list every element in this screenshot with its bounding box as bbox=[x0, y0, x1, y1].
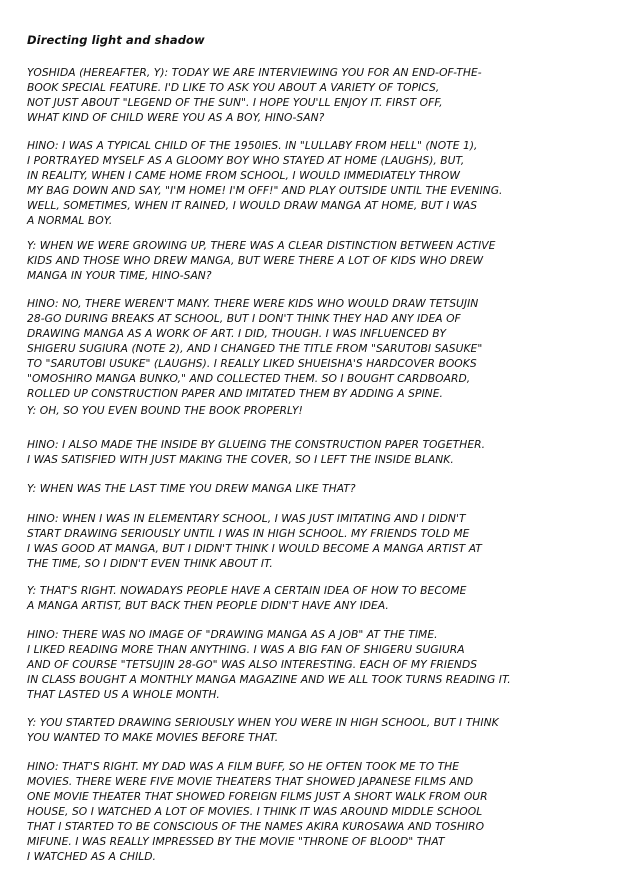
text-line: KIDS AND THOSE WHO DREW MANGA, BUT WERE THERE A LOT OF KIDS WHO DREW bbox=[27, 254, 484, 267]
text-line: MANGA IN YOUR TIME, HINO-SAN? bbox=[27, 269, 212, 282]
interview-paragraph bbox=[27, 759, 622, 864]
page-heading: Directing light and shadow bbox=[27, 33, 205, 47]
text-line: "OMOSHIRO MANGA BUNKO," AND COLLECTED THEM. SO I BOUGHT CARDBOARD, bbox=[27, 372, 471, 385]
text-line: DRAWING MANGA AS A WORK OF ART. I DID, THOUGH. I WAS INFLUENCED BY bbox=[27, 327, 447, 340]
text-line: BOOK SPECIAL FEATURE. I'D LIKE TO ASK YOU ABOUT A VARIETY OF TOPICS, bbox=[27, 81, 440, 94]
interview-paragraph bbox=[27, 511, 622, 571]
text-line: HINO: I WAS A TYPICAL CHILD OF THE 1950IES. IN "LULLABY FROM HELL" (NOTE 1), bbox=[27, 139, 478, 152]
text-line: ROLLED UP CONSTRUCTION PAPER AND IMITATED THEM BY ADDING A SPINE. bbox=[27, 387, 443, 400]
text-line: THE TIME, SO I DIDN'T EVEN THINK ABOUT IT. bbox=[27, 557, 273, 570]
text-line: I WATCHED AS A CHILD. bbox=[27, 850, 157, 863]
text-line: YOU WANTED TO MAKE MOVIES BEFORE THAT. bbox=[27, 731, 279, 744]
text-line: IN CLASS BOUGHT A MONTHLY MANGA MAGAZINE AND WE ALL TOOK TURNS READING IT. bbox=[27, 673, 511, 686]
text-line: A NORMAL BOY. bbox=[27, 214, 113, 227]
text-line: Y: OH, SO YOU EVEN BOUND THE BOOK PROPERLY! bbox=[27, 404, 303, 417]
text-line: I LIKED READING MORE THAN ANYTHING. I WAS A BIG FAN OF SHIGERU SUGIURA bbox=[27, 643, 465, 656]
text-line: 28-GO DURING BREAKS AT SCHOOL, BUT I DON'T THINK THEY HAD ANY IDEA OF bbox=[27, 312, 461, 325]
text-line: HINO: I ALSO MADE THE INSIDE BY GLUEING THE CONSTRUCTION PAPER TOGETHER. bbox=[27, 438, 486, 451]
text-line: HINO: WHEN I WAS IN ELEMENTARY SCHOOL, I WAS JUST IMITATING AND I DIDN'T bbox=[27, 512, 466, 525]
text-line: WHAT KIND OF CHILD WERE YOU AS A BOY, HINO-SAN? bbox=[27, 111, 325, 124]
interview-paragraph bbox=[27, 481, 622, 496]
text-line: MIFUNE. I WAS REALLY IMPRESSED BY THE MOVIE "THRONE OF BLOOD" THAT bbox=[27, 835, 445, 848]
interview-paragraph bbox=[27, 627, 622, 702]
text-line: I WAS SATISFIED WITH JUST MAKING THE COVER, SO I LEFT THE INSIDE BLANK. bbox=[27, 453, 454, 466]
text-line: AND OF COURSE "TETSUJIN 28-GO" WAS ALSO INTERESTING. EACH OF MY FRIENDS bbox=[27, 658, 478, 671]
text-line: Y: WHEN WAS THE LAST TIME YOU DREW MANGA LIKE THAT? bbox=[27, 482, 356, 495]
interview-paragraph bbox=[27, 715, 622, 745]
text-line: SHIGERU SUGIURA (NOTE 2), AND I CHANGED THE TITLE FROM "SARUTOBI SASUKE" bbox=[27, 342, 483, 355]
text-line: MOVIES. THERE WERE FIVE MOVIE THEATERS THAT SHOWED JAPANESE FILMS AND bbox=[27, 775, 474, 788]
text-line: YOSHIDA (HEREAFTER, Y): TODAY WE ARE INTERVIEWING YOU FOR AN END-OF-THE- bbox=[27, 66, 482, 79]
interview-paragraph bbox=[27, 403, 622, 418]
text-line: I PORTRAYED MYSELF AS A GLOOMY BOY WHO STAYED AT HOME (LAUGHS), BUT, bbox=[27, 154, 465, 167]
text-line: I WAS GOOD AT MANGA, BUT I DIDN'T THINK I WOULD BECOME A MANGA ARTIST AT bbox=[27, 542, 482, 555]
text-line: ONE MOVIE THEATER THAT SHOWED FOREIGN FILMS JUST A SHORT WALK FROM OUR bbox=[27, 790, 488, 803]
interview-paragraph bbox=[27, 138, 622, 228]
text-line: Y: YOU STARTED DRAWING SERIOUSLY WHEN YOU WERE IN HIGH SCHOOL, BUT I THINK bbox=[27, 716, 499, 729]
text-line: IN REALITY, WHEN I CAME HOME FROM SCHOOL, I WOULD IMMEDIATELY THROW bbox=[27, 169, 460, 182]
text-line: WELL, SOMETIMES, WHEN IT RAINED, I WOULD DRAW MANGA AT HOME, BUT I WAS bbox=[27, 199, 478, 212]
interview-paragraph bbox=[27, 296, 622, 401]
text-line: HINO: THAT'S RIGHT. MY DAD WAS A FILM BUFF, SO HE OFTEN TOOK ME TO THE bbox=[27, 760, 460, 773]
interview-paragraph bbox=[27, 238, 622, 283]
text-line: THAT LASTED US A WHOLE MONTH. bbox=[27, 688, 220, 701]
interview-paragraph bbox=[27, 583, 622, 613]
interview-paragraph bbox=[27, 65, 622, 125]
text-line: HINO: THERE WAS NO IMAGE OF "DRAWING MANGA AS A JOB" AT THE TIME. bbox=[27, 628, 438, 641]
interview-paragraph bbox=[27, 437, 622, 467]
text-line: NOT JUST ABOUT "LEGEND OF THE SUN". I HOPE YOU'LL ENJOY IT. FIRST OFF, bbox=[27, 96, 443, 109]
text-line: TO "SARUTOBI USUKE" (LAUGHS). I REALLY LIKED SHUEISHA'S HARDCOVER BOOKS bbox=[27, 357, 477, 370]
text-line: HINO: NO, THERE WEREN'T MANY. THERE WERE KIDS WHO WOULD DRAW TETSUJIN bbox=[27, 297, 479, 310]
text-line: Y: THAT'S RIGHT. NOWADAYS PEOPLE HAVE A CERTAIN IDEA OF HOW TO BECOME bbox=[27, 584, 467, 597]
text-line: MY BAG DOWN AND SAY, "I'M HOME! I'M OFF!" AND PLAY OUTSIDE UNTIL THE EVENING. bbox=[27, 184, 503, 197]
text-line: A MANGA ARTIST, BUT BACK THEN PEOPLE DIDN'T HAVE ANY IDEA. bbox=[27, 599, 389, 612]
text-line: THAT I STARTED TO BE CONSCIOUS OF THE NAMES AKIRA KUROSAWA AND TOSHIRO bbox=[27, 820, 485, 833]
text-line: HOUSE, SO I WATCHED A LOT OF MOVIES. I THINK IT WAS AROUND MIDDLE SCHOOL bbox=[27, 805, 483, 818]
text-line: START DRAWING SERIOUSLY UNTIL I WAS IN HIGH SCHOOL. MY FRIENDS TOLD ME bbox=[27, 527, 470, 540]
text-line: Y: WHEN WE WERE GROWING UP, THERE WAS A CLEAR DISTINCTION BETWEEN ACTIVE bbox=[27, 239, 496, 252]
